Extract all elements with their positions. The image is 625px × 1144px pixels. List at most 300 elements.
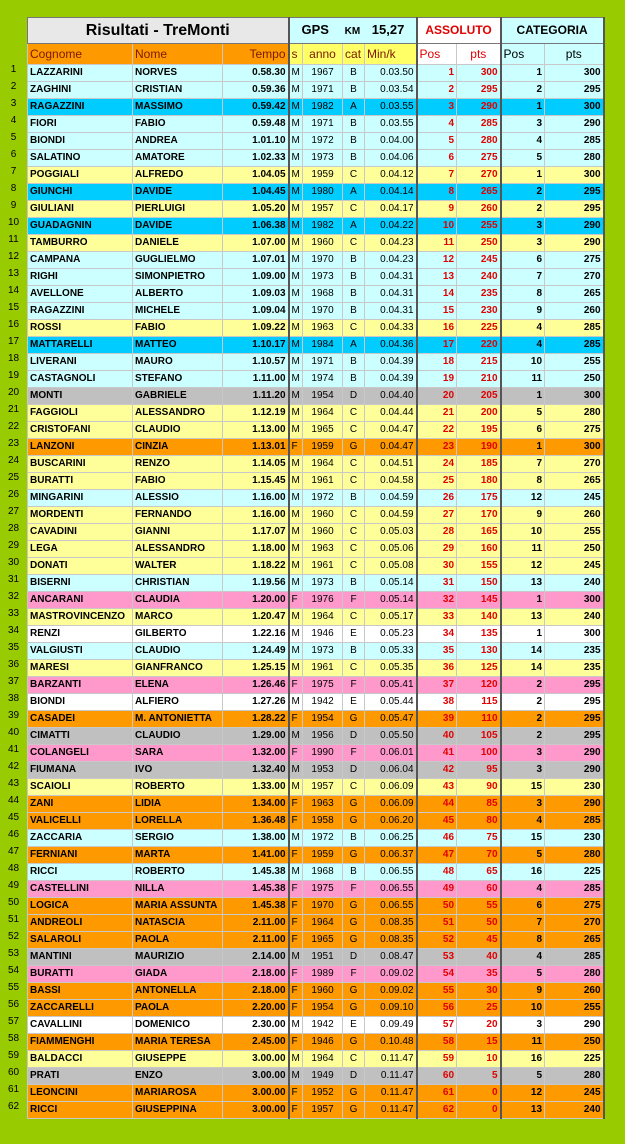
row-number: 34 xyxy=(7,625,20,636)
cell-overall-position: 48 xyxy=(417,864,457,881)
cell-pace: 0.11.47 xyxy=(365,1085,417,1102)
cell-sex: M xyxy=(289,524,303,541)
row-number: 62 xyxy=(7,1101,20,1112)
cell-time: 2.11.00 xyxy=(223,932,289,949)
cell-first-name: LORELLA xyxy=(133,813,223,830)
row-numbers xyxy=(0,61,27,1115)
cell-category-position: 15 xyxy=(501,779,545,796)
cell-overall-points: 205 xyxy=(457,388,501,405)
cell-birth-year: 1989 xyxy=(303,966,343,983)
cell-surname: RIGHI xyxy=(28,269,133,286)
row-number: 2 xyxy=(10,81,17,92)
cell-sex: M xyxy=(289,150,303,167)
cell-category-position: 13 xyxy=(501,609,545,626)
cell-first-name: GIANFRANCO xyxy=(133,660,223,677)
cell-surname: BALDACCI xyxy=(28,1051,133,1068)
results-table xyxy=(27,17,605,1119)
cell-pace: 0.04.12 xyxy=(365,167,417,184)
assoluto-header: ASSOLUTO xyxy=(417,18,501,44)
cell-overall-points: 135 xyxy=(457,626,501,643)
cell-surname: FERNIANI xyxy=(28,847,133,864)
cell-sex: M xyxy=(289,864,303,881)
cell-surname: BARZANTI xyxy=(28,677,133,694)
cell-overall-position: 58 xyxy=(417,1034,457,1051)
cell-time: 1.27.26 xyxy=(223,694,289,711)
cell-sex: M xyxy=(289,286,303,303)
row-number: 12 xyxy=(7,251,20,262)
table-row xyxy=(28,1000,604,1017)
cell-category-position: 1 xyxy=(501,439,545,456)
cell-time: 3.00.00 xyxy=(223,1068,289,1085)
gps-km-cell xyxy=(289,18,417,44)
cell-category: G xyxy=(343,915,365,932)
cell-first-name: WALTER xyxy=(133,558,223,575)
cell-surname: BASSI xyxy=(28,983,133,1000)
cell-sex: F xyxy=(289,711,303,728)
table-row xyxy=(28,354,604,371)
cell-sex: M xyxy=(289,388,303,405)
cell-pace: 0.04.39 xyxy=(365,354,417,371)
cell-surname: MATTARELLI xyxy=(28,337,133,354)
cell-pace: 0.05.08 xyxy=(365,558,417,575)
cell-category-position: 12 xyxy=(501,558,545,575)
cell-surname: LOGICA xyxy=(28,898,133,915)
cell-sex: M xyxy=(289,949,303,966)
cell-category-points: 295 xyxy=(545,694,604,711)
cell-first-name: SERGIO xyxy=(133,830,223,847)
cell-overall-position: 28 xyxy=(417,524,457,541)
cell-birth-year: 1970 xyxy=(303,898,343,915)
cell-time: 1.16.00 xyxy=(223,490,289,507)
cell-first-name: MARCO xyxy=(133,609,223,626)
cell-overall-points: 190 xyxy=(457,439,501,456)
cell-overall-points: 0 xyxy=(457,1085,501,1102)
cell-category: G xyxy=(343,439,365,456)
cell-birth-year: 1980 xyxy=(303,184,343,201)
cell-category-position: 5 xyxy=(501,1068,545,1085)
cell-pace: 0.04.59 xyxy=(365,490,417,507)
cell-category: B xyxy=(343,575,365,592)
row-number: 56 xyxy=(7,999,20,1010)
cell-birth-year: 1954 xyxy=(303,711,343,728)
cell-overall-position: 23 xyxy=(417,439,457,456)
cell-category-points: 270 xyxy=(545,915,604,932)
table-row xyxy=(28,1034,604,1051)
cell-sex: F xyxy=(289,796,303,813)
cell-overall-position: 37 xyxy=(417,677,457,694)
row-number: 11 xyxy=(8,234,19,245)
cell-sex: M xyxy=(289,541,303,558)
cell-category-position: 2 xyxy=(501,82,545,99)
table-row xyxy=(28,626,604,643)
cell-overall-points: 280 xyxy=(457,133,501,150)
cell-time: 2.30.00 xyxy=(223,1017,289,1034)
cell-birth-year: 1956 xyxy=(303,728,343,745)
cell-category-points: 290 xyxy=(545,762,604,779)
cell-pace: 0.06.09 xyxy=(365,796,417,813)
cell-birth-year: 1973 xyxy=(303,150,343,167)
cell-overall-position: 49 xyxy=(417,881,457,898)
table-row xyxy=(28,218,604,235)
row-number: 18 xyxy=(7,353,20,364)
cell-surname: CIMATTI xyxy=(28,728,133,745)
table-row xyxy=(28,1068,604,1085)
cell-birth-year: 1960 xyxy=(303,524,343,541)
cell-sex: M xyxy=(289,779,303,796)
table-row xyxy=(28,99,604,116)
row-number: 16 xyxy=(7,319,20,330)
cell-category-position: 2 xyxy=(501,201,545,218)
row-number: 53 xyxy=(7,948,20,959)
cell-surname: CAVADINI xyxy=(28,524,133,541)
cell-overall-position: 25 xyxy=(417,473,457,490)
cell-surname: MORDENTI xyxy=(28,507,133,524)
cell-surname: CRISTOFANI xyxy=(28,422,133,439)
cell-category: B xyxy=(343,252,365,269)
row-number: 41 xyxy=(7,744,20,755)
cell-birth-year: 1975 xyxy=(303,677,343,694)
cell-time: 1.20.47 xyxy=(223,609,289,626)
row-number: 23 xyxy=(7,438,20,449)
cell-pace: 0.10.48 xyxy=(365,1034,417,1051)
cell-category: C xyxy=(343,320,365,337)
cell-birth-year: 1952 xyxy=(303,1085,343,1102)
row-number: 17 xyxy=(7,336,20,347)
cell-surname: BIONDI xyxy=(28,133,133,150)
cell-first-name: ANDREA xyxy=(133,133,223,150)
table-row xyxy=(28,915,604,932)
cell-surname: DONATI xyxy=(28,558,133,575)
row-number: 59 xyxy=(7,1050,20,1061)
cell-time: 1.09.04 xyxy=(223,303,289,320)
table-row xyxy=(28,694,604,711)
cell-pace: 0.11.47 xyxy=(365,1102,417,1119)
cell-first-name: CINZIA xyxy=(133,439,223,456)
cell-category-points: 275 xyxy=(545,252,604,269)
cell-first-name: CLAUDIO xyxy=(133,728,223,745)
cell-overall-position: 19 xyxy=(417,371,457,388)
cell-category-points: 245 xyxy=(545,1085,604,1102)
cell-category-position: 16 xyxy=(501,864,545,881)
cell-surname: BISERNI xyxy=(28,575,133,592)
cell-category-position: 1 xyxy=(501,99,545,116)
cell-first-name: CLAUDIA xyxy=(133,592,223,609)
cell-overall-position: 12 xyxy=(417,252,457,269)
cell-overall-position: 60 xyxy=(417,1068,457,1085)
cell-first-name: FABIO xyxy=(133,320,223,337)
cell-time: 1.17.07 xyxy=(223,524,289,541)
cell-surname: LIVERANI xyxy=(28,354,133,371)
row-number: 50 xyxy=(7,897,20,908)
cell-overall-points: 65 xyxy=(457,864,501,881)
row-number: 45 xyxy=(7,812,20,823)
cell-category: C xyxy=(343,1051,365,1068)
cell-sex: M xyxy=(289,1068,303,1085)
cell-time: 1.10.57 xyxy=(223,354,289,371)
cell-overall-position: 36 xyxy=(417,660,457,677)
cell-category: B xyxy=(343,864,365,881)
cell-category: D xyxy=(343,762,365,779)
cell-surname: ANCARANI xyxy=(28,592,133,609)
cell-birth-year: 1976 xyxy=(303,592,343,609)
cell-overall-position: 22 xyxy=(417,422,457,439)
cell-category-points: 295 xyxy=(545,201,604,218)
cell-category-position: 2 xyxy=(501,677,545,694)
cell-time: 3.00.00 xyxy=(223,1102,289,1119)
cell-first-name: CRISTIAN xyxy=(133,82,223,99)
row-number: 60 xyxy=(7,1067,20,1078)
cell-time: 1.07.00 xyxy=(223,235,289,252)
cell-category-points: 290 xyxy=(545,235,604,252)
cell-surname: AVELLONE xyxy=(28,286,133,303)
categoria-header: CATEGORIA xyxy=(501,18,604,44)
cell-overall-position: 35 xyxy=(417,643,457,660)
cell-category-position: 12 xyxy=(501,1085,545,1102)
row-number: 58 xyxy=(7,1033,20,1044)
cell-pace: 0.04.17 xyxy=(365,201,417,218)
table-row xyxy=(28,473,604,490)
row-number: 43 xyxy=(7,778,20,789)
cell-pace: 0.05.44 xyxy=(365,694,417,711)
col-cat: cat xyxy=(343,44,365,65)
cell-overall-position: 40 xyxy=(417,728,457,745)
cell-overall-points: 235 xyxy=(457,286,501,303)
row-number: 57 xyxy=(7,1016,20,1027)
cell-surname: TAMBURRO xyxy=(28,235,133,252)
cell-surname: MINGARINI xyxy=(28,490,133,507)
cell-sex: F xyxy=(289,847,303,864)
cell-overall-position: 41 xyxy=(417,745,457,762)
cell-first-name: PAOLA xyxy=(133,932,223,949)
cell-birth-year: 1971 xyxy=(303,354,343,371)
cell-surname: MARESI xyxy=(28,660,133,677)
cell-category-points: 225 xyxy=(545,1051,604,1068)
cell-sex: M xyxy=(289,456,303,473)
cell-category-position: 3 xyxy=(501,762,545,779)
table-row xyxy=(28,456,604,473)
cell-overall-position: 11 xyxy=(417,235,457,252)
cell-category: C xyxy=(343,779,365,796)
row-number: 5 xyxy=(10,132,17,143)
cell-birth-year: 1946 xyxy=(303,1034,343,1051)
cell-overall-position: 9 xyxy=(417,201,457,218)
cell-category-position: 10 xyxy=(501,524,545,541)
cell-time: 1.10.17 xyxy=(223,337,289,354)
cell-category-points: 300 xyxy=(545,388,604,405)
cell-overall-points: 155 xyxy=(457,558,501,575)
cell-first-name: ROBERTO xyxy=(133,864,223,881)
cell-pace: 0.05.23 xyxy=(365,626,417,643)
cell-surname: GIULIANI xyxy=(28,201,133,218)
cell-overall-position: 27 xyxy=(417,507,457,524)
cell-pace: 0.04.22 xyxy=(365,218,417,235)
cell-overall-position: 13 xyxy=(417,269,457,286)
cell-birth-year: 1961 xyxy=(303,660,343,677)
cell-overall-points: 55 xyxy=(457,898,501,915)
cell-overall-points: 80 xyxy=(457,813,501,830)
cell-surname: LEGA xyxy=(28,541,133,558)
table-row xyxy=(28,813,604,830)
cell-birth-year: 1968 xyxy=(303,286,343,303)
col-name: Nome xyxy=(133,44,223,65)
table-row xyxy=(28,269,604,286)
cell-first-name: SIMONPIETRO xyxy=(133,269,223,286)
cell-surname: FIUMANA xyxy=(28,762,133,779)
cell-overall-points: 180 xyxy=(457,473,501,490)
table-row xyxy=(28,252,604,269)
cell-pace: 0.04.40 xyxy=(365,388,417,405)
cell-first-name: M. ANTONIETTA xyxy=(133,711,223,728)
cell-pace: 0.03.55 xyxy=(365,116,417,133)
row-number: 46 xyxy=(7,829,20,840)
row-number: 20 xyxy=(7,387,20,398)
cell-surname: ROSSI xyxy=(28,320,133,337)
cell-category-position: 9 xyxy=(501,303,545,320)
cell-overall-position: 44 xyxy=(417,796,457,813)
cell-category-points: 280 xyxy=(545,405,604,422)
cell-time: 1.05.20 xyxy=(223,201,289,218)
cell-category-position: 1 xyxy=(501,167,545,184)
cell-first-name: MAURO xyxy=(133,354,223,371)
cell-category-points: 255 xyxy=(545,524,604,541)
cell-overall-points: 0 xyxy=(457,1102,501,1119)
cell-overall-position: 8 xyxy=(417,184,457,201)
cell-pace: 0.04.39 xyxy=(365,371,417,388)
cell-pace: 0.11.47 xyxy=(365,1051,417,1068)
cell-category: D xyxy=(343,949,365,966)
cell-overall-points: 215 xyxy=(457,354,501,371)
row-number: 35 xyxy=(7,642,20,653)
cell-birth-year: 1961 xyxy=(303,558,343,575)
cell-overall-position: 3 xyxy=(417,99,457,116)
cell-pace: 0.05.03 xyxy=(365,524,417,541)
cell-category-points: 280 xyxy=(545,1068,604,1085)
cell-category-position: 3 xyxy=(501,235,545,252)
cell-surname: CASTELLINI xyxy=(28,881,133,898)
cell-first-name: GUGLIELMO xyxy=(133,252,223,269)
cell-category-points: 300 xyxy=(545,65,604,82)
cell-overall-points: 75 xyxy=(457,830,501,847)
cell-sex: F xyxy=(289,1000,303,1017)
cell-first-name: ALFREDO xyxy=(133,167,223,184)
row-number: 3 xyxy=(10,98,17,109)
cell-category-points: 260 xyxy=(545,303,604,320)
cell-pace: 0.06.09 xyxy=(365,779,417,796)
cell-category-position: 7 xyxy=(501,456,545,473)
table-row xyxy=(28,1017,604,1034)
cell-time: 1.26.46 xyxy=(223,677,289,694)
table-row xyxy=(28,864,604,881)
row-number: 54 xyxy=(7,965,20,976)
cell-time: 2.18.00 xyxy=(223,966,289,983)
cell-overall-points: 175 xyxy=(457,490,501,507)
cell-first-name: ROBERTO xyxy=(133,779,223,796)
cell-category: B xyxy=(343,371,365,388)
cell-pace: 0.03.55 xyxy=(365,99,417,116)
cell-birth-year: 1960 xyxy=(303,507,343,524)
cell-time: 1.28.22 xyxy=(223,711,289,728)
cell-pace: 0.05.33 xyxy=(365,643,417,660)
cell-overall-position: 61 xyxy=(417,1085,457,1102)
cell-category-points: 240 xyxy=(545,609,604,626)
cell-category: E xyxy=(343,694,365,711)
cell-overall-points: 295 xyxy=(457,82,501,99)
cell-pace: 0.05.14 xyxy=(365,592,417,609)
cell-sex: F xyxy=(289,745,303,762)
header-row-columns xyxy=(28,44,604,65)
cell-category-points: 285 xyxy=(545,133,604,150)
cell-sex: M xyxy=(289,82,303,99)
sheet-title: Risultati - TreMonti xyxy=(28,18,289,44)
cell-sex: M xyxy=(289,422,303,439)
row-number: 52 xyxy=(7,931,20,942)
cell-overall-position: 20 xyxy=(417,388,457,405)
cell-overall-points: 150 xyxy=(457,575,501,592)
row-number: 14 xyxy=(7,285,20,296)
cell-surname: FAGGIOLI xyxy=(28,405,133,422)
cell-time: 1.33.00 xyxy=(223,779,289,796)
cell-time: 1.41.00 xyxy=(223,847,289,864)
cell-birth-year: 1973 xyxy=(303,643,343,660)
cell-overall-position: 4 xyxy=(417,116,457,133)
cell-birth-year: 1970 xyxy=(303,303,343,320)
cell-first-name: GIUSEPPE xyxy=(133,1051,223,1068)
cell-category-points: 285 xyxy=(545,813,604,830)
cell-sex: M xyxy=(289,575,303,592)
cell-category-points: 290 xyxy=(545,745,604,762)
cell-pace: 0.05.17 xyxy=(365,609,417,626)
cell-category-position: 7 xyxy=(501,269,545,286)
cell-category-points: 270 xyxy=(545,269,604,286)
cell-category-position: 6 xyxy=(501,252,545,269)
cell-overall-position: 31 xyxy=(417,575,457,592)
cell-time: 2.11.00 xyxy=(223,915,289,932)
cell-pace: 0.09.02 xyxy=(365,966,417,983)
cell-time: 1.32.40 xyxy=(223,762,289,779)
cell-first-name: SARA xyxy=(133,745,223,762)
cell-first-name: ALESSANDRO xyxy=(133,541,223,558)
cell-category: B xyxy=(343,269,365,286)
row-number: 26 xyxy=(7,489,20,500)
cell-overall-points: 40 xyxy=(457,949,501,966)
cell-overall-points: 70 xyxy=(457,847,501,864)
cell-overall-points: 30 xyxy=(457,983,501,1000)
cell-first-name: IVO xyxy=(133,762,223,779)
cell-category-position: 1 xyxy=(501,592,545,609)
cell-category: C xyxy=(343,609,365,626)
cell-birth-year: 1961 xyxy=(303,473,343,490)
cell-birth-year: 1942 xyxy=(303,1017,343,1034)
cell-surname: CAMPANA xyxy=(28,252,133,269)
cell-time: 1.24.49 xyxy=(223,643,289,660)
cell-pace: 0.05.50 xyxy=(365,728,417,745)
table-row xyxy=(28,558,604,575)
cell-pace: 0.06.55 xyxy=(365,881,417,898)
cell-pace: 0.06.25 xyxy=(365,830,417,847)
cell-sex: M xyxy=(289,337,303,354)
cell-sex: M xyxy=(289,269,303,286)
cell-category-points: 290 xyxy=(545,116,604,133)
cell-category-points: 245 xyxy=(545,558,604,575)
cell-overall-points: 185 xyxy=(457,456,501,473)
cell-sex: F xyxy=(289,966,303,983)
cell-first-name: DOMENICO xyxy=(133,1017,223,1034)
cell-category-points: 300 xyxy=(545,439,604,456)
cell-category-points: 230 xyxy=(545,779,604,796)
cell-category: A xyxy=(343,99,365,116)
cell-overall-points: 210 xyxy=(457,371,501,388)
cell-overall-points: 130 xyxy=(457,643,501,660)
